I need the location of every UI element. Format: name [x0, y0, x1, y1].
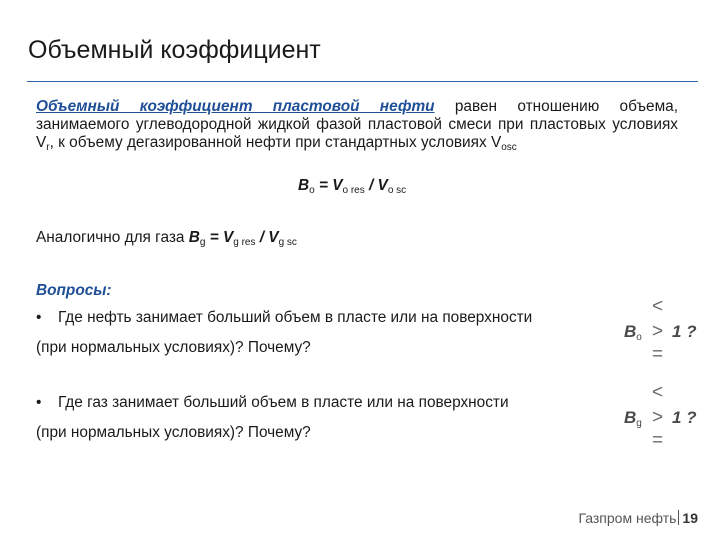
title-divider [27, 81, 698, 82]
less-than-sign: < [652, 382, 664, 403]
oil-formula-den-sub: o sc [387, 185, 407, 196]
bullet: • [36, 309, 42, 326]
definition-sub-osc: osc [501, 142, 517, 153]
question-line-1: Где нефть занимает больший объем в пласте или на поверхности [58, 309, 533, 326]
question-item [36, 303, 532, 363]
oil-formula-num-sub: o res [342, 185, 365, 196]
oil-formula [298, 177, 406, 196]
oil-formula-eq: = V [314, 177, 343, 194]
oil-formula-lhs: B [298, 177, 310, 194]
oil-formula-lhs-sub: o [309, 185, 315, 196]
gas-formula-lhs-sub: g [199, 237, 206, 248]
equals-sign: = [652, 430, 664, 451]
gas-formula-eq: = V [205, 229, 234, 246]
gas-formula-den-sub: g sc [278, 237, 297, 248]
bullet: • [36, 394, 42, 411]
gas-formula-num-sub: g res [233, 237, 256, 248]
question-formula-symbol: $B_g$ [624, 408, 642, 429]
greater-than-sign: > [652, 321, 664, 342]
gas-formula-lead: Аналогично для газа [36, 229, 189, 246]
question-formula-value: 1 ? [672, 408, 697, 427]
question-formula-value: 1 ? [672, 322, 697, 341]
gas-formula [36, 229, 297, 248]
less-than-sign: < [652, 296, 664, 317]
questions-heading: Вопросы: [36, 282, 112, 299]
question-formula-symbol: $B_o$ [624, 322, 642, 343]
definition-term: Объемный коэффициент пластовой нефти [36, 98, 435, 115]
question-line-1: Где газ занимает больший объем в пласте или на поверхности [58, 394, 509, 411]
equals-sign: = [652, 344, 664, 365]
gas-formula-lhs: B [188, 229, 200, 246]
definition-paragraph [36, 98, 678, 157]
definition-text-2: , к объему дегазированной нефти при стандартных условиях V [49, 134, 502, 151]
question-formula [624, 382, 720, 452]
gas-formula-div: / V [255, 229, 279, 246]
definition-text-1: равен отношению объема, занимаемого углеводородной жидкой фазой пластовой смеси при пластовых условиях V [36, 98, 678, 151]
definition-sub-r: r [46, 142, 50, 153]
question-item [36, 388, 509, 448]
footer-separator [678, 510, 679, 525]
question-line-2: (при нормальных условиях)? Почему? [36, 424, 311, 441]
oil-formula-div: / V [364, 177, 388, 194]
slide-title: Объемный коэффициент [28, 36, 321, 64]
footer-company: Газпром нефть [578, 510, 677, 526]
question-formula [624, 296, 720, 366]
page-number: 19 [682, 510, 698, 526]
question-line-2: (при нормальных условиях)? Почему? [36, 339, 311, 356]
footer [578, 510, 698, 526]
greater-than-sign: > [652, 407, 664, 428]
